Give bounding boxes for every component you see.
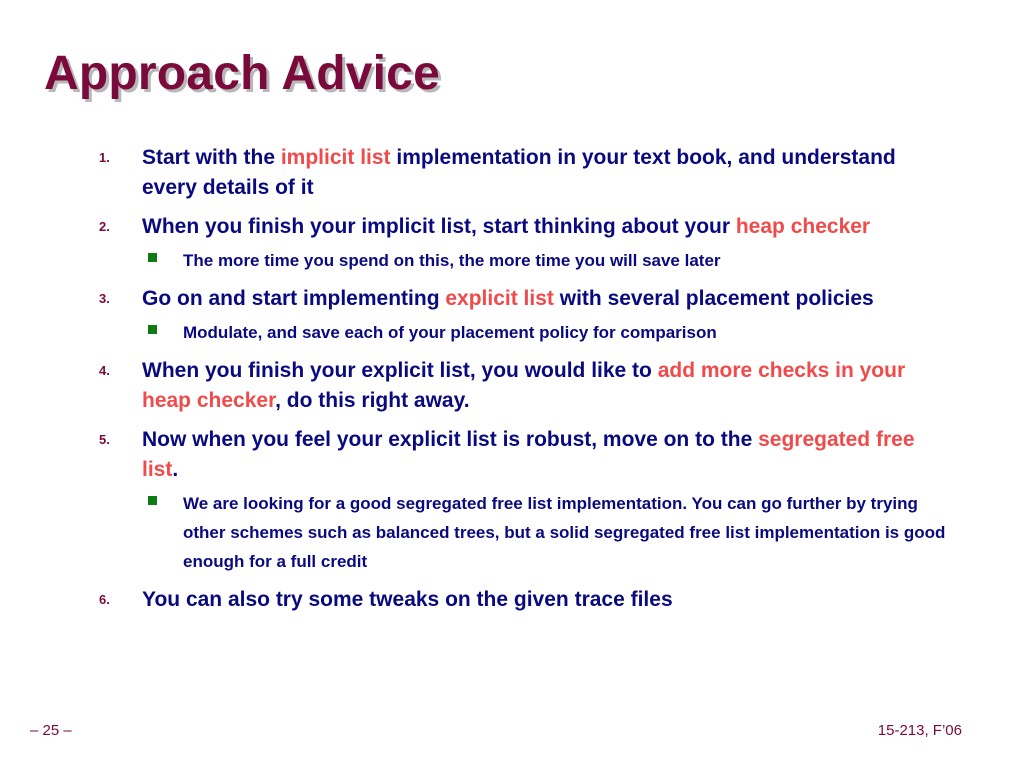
list-item bbox=[0, 284, 1024, 347]
square-bullet-icon bbox=[148, 325, 157, 334]
list-item-text bbox=[142, 212, 954, 242]
list-item bbox=[0, 585, 1024, 615]
list-item bbox=[0, 143, 1024, 203]
list-item bbox=[0, 212, 1024, 275]
list-item-text bbox=[142, 284, 954, 314]
sub-bullet-text: The more time you spend on this, the more time you will save later bbox=[183, 251, 721, 270]
text-run: with several placement policies bbox=[553, 287, 874, 310]
list-item bbox=[0, 425, 1024, 576]
highlighted-term: implicit list bbox=[280, 146, 391, 169]
course-label: 15-213, F’06 bbox=[877, 722, 962, 739]
text-run: Go on and start implementing bbox=[142, 287, 446, 310]
text-run: . bbox=[172, 458, 179, 481]
square-bullet-icon bbox=[148, 253, 157, 262]
list-item-text bbox=[142, 356, 954, 416]
highlighted-term: segregated free list bbox=[142, 428, 915, 481]
page-number: – 25 – bbox=[30, 722, 72, 739]
list-item-number: 5. bbox=[99, 432, 110, 447]
highlighted-term: add more checks in your heap checker bbox=[142, 359, 906, 412]
list-item bbox=[0, 356, 1024, 416]
list-item-number: 6. bbox=[99, 592, 110, 607]
list-item-text bbox=[142, 585, 954, 615]
highlighted-term: heap checker bbox=[735, 215, 871, 238]
text-run: Start with the bbox=[142, 146, 281, 169]
list-item-number: 1. bbox=[99, 150, 110, 165]
sub-bullet-item bbox=[142, 489, 954, 576]
sub-bullet-item bbox=[142, 246, 954, 275]
sub-bullet-list bbox=[142, 318, 954, 347]
text-run: implementation in your text book, and understand every details of it bbox=[142, 146, 896, 199]
sub-bullet-list bbox=[142, 246, 954, 275]
list-item-number: 2. bbox=[99, 219, 110, 234]
sub-bullet-item bbox=[142, 318, 954, 347]
sub-bullet-text: Modulate, and save each of your placement policy for comparison bbox=[183, 323, 717, 342]
slide-title: Approach Advice bbox=[44, 47, 440, 100]
sub-bullet-list bbox=[142, 489, 954, 576]
text-run: You can also try some tweaks on the given trace files bbox=[142, 588, 673, 611]
list-item-text bbox=[142, 143, 954, 203]
list-item-text bbox=[142, 425, 954, 485]
text-run: , do this right away. bbox=[275, 389, 470, 412]
square-bullet-icon bbox=[148, 496, 157, 505]
sub-bullet-text: We are looking for a good segregated free list implementation. You can go further by trying other schemes such as balanced trees, but a solid segregated free list implementation is good enough for a full credit bbox=[183, 494, 946, 571]
text-run: Now when you feel your explicit list is robust, move on to the bbox=[142, 428, 759, 451]
numbered-list bbox=[0, 143, 1024, 624]
text-run: When you finish your implicit list, start thinking about your bbox=[142, 215, 736, 238]
text-run: When you finish your explicit list, you would like to bbox=[142, 359, 658, 382]
list-item-number: 4. bbox=[99, 363, 110, 378]
highlighted-term: explicit list bbox=[445, 287, 554, 310]
list-item-number: 3. bbox=[99, 291, 110, 306]
